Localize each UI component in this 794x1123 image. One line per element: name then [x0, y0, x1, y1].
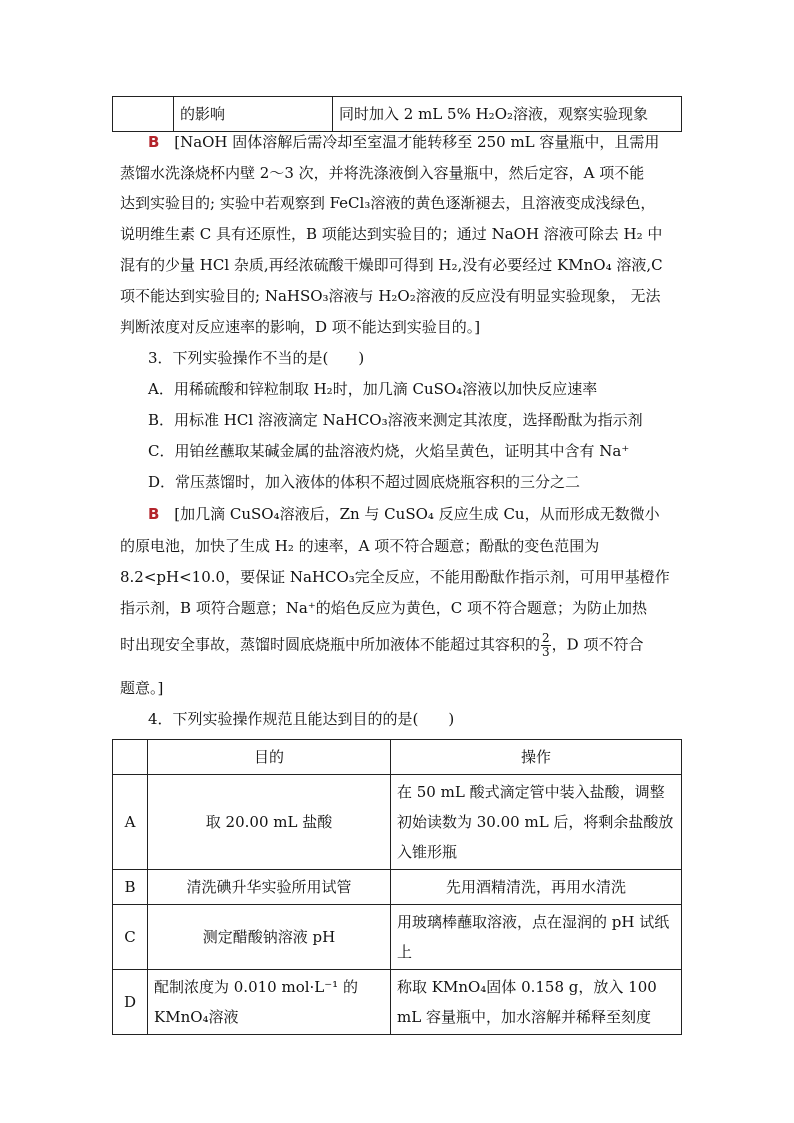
question-stem: 4．下列实验操作规范且能达到目的的是( ) [148, 710, 455, 728]
fraction [541, 632, 551, 659]
operation-cell: 称取 KMnO₄固体 0.158 g，放入 100 mL 容量瓶中，加水溶解并稀释至刻度 [391, 970, 682, 1035]
table-row [113, 970, 682, 1035]
q2-explanation-line: 项不能达到实验目的; NaHSO₃溶液与 H₂O₂溶液的反应没有明显实验现象， 无法 [120, 287, 661, 305]
answer-label: B [148, 133, 160, 151]
q4-table [112, 739, 682, 1035]
goal-cell: 取 20.00 mL 盐酸 [148, 775, 391, 870]
table-cell: 的影响 [174, 97, 333, 132]
header-cell: 操作 [391, 740, 682, 775]
operation-cell: 在 50 mL 酸式滴定管中装入盐酸，调整初始读数为 30.00 mL 后，将剩余盐酸放入锥形瓶 [391, 775, 682, 870]
q3-explanation-line: 8.2<pH<10.0，要保证 NaHCO₃完全反应，不能用酚酞作指示剂，可用甲基橙作 [120, 568, 670, 586]
explanation-text: ，D 项不符合 [551, 635, 644, 654]
q2-explanation-line: 达到实验目的; 实验中若观察到 FeCl₃溶液的黄色逐渐褪去，且溶液变成浅绿色， [120, 194, 656, 212]
row-label: B [113, 870, 148, 905]
table-row [113, 870, 682, 905]
row-label: A [113, 775, 148, 870]
row-label: C [113, 905, 148, 970]
q2-explanation-line [148, 131, 704, 153]
row-label: D [113, 970, 148, 1035]
answer-label: B [148, 505, 160, 523]
goal-cell: 配制浓度为 0.010 mol·L⁻¹ 的 KMnO₄溶液 [148, 970, 391, 1035]
q3-explanation-line [120, 632, 676, 659]
option-c: C．用铂丝蘸取某碱金属的盐溶液灼烧，火焰呈黄色，证明其中含有 Na⁺ [148, 442, 630, 460]
header-cell: 目的 [148, 740, 391, 775]
table-header-row [113, 740, 682, 775]
explanation-text: [NaOH 固体溶解后需冷却至室温才能转移至 250 mL 容量瓶中，且需用 [174, 133, 660, 151]
operation-cell: 用玻璃棒蘸取溶液，点在湿润的 pH 试纸上 [391, 905, 682, 970]
question-stem: 3．下列实验操作不当的是( ) [148, 349, 365, 367]
option-d: D．常压蒸馏时，加入液体的体积不超过圆底烧瓶容积的三分之二 [148, 473, 581, 491]
table-row [113, 97, 682, 132]
operation-cell: 先用酒精清洗，再用水清洗 [391, 870, 682, 905]
q2-explanation-line: 说明维生素 C 具有还原性，B 项能达到实验目的；通过 NaOH 溶液可除去 H₂ 中 [120, 225, 663, 243]
q3-explanation-line: 的原电池，加快了生成 H₂ 的速率，A 项不符合题意；酚酞的变色范围为 [120, 537, 600, 555]
option-b: B．用标准 HCl 溶液滴定 NaHCO₃溶液来测定其浓度，选择酚酞为指示剂 [148, 411, 643, 429]
q3-explanation-line: 题意。] [120, 679, 164, 697]
q3-explanation-line: 指示剂，B 项符合题意；Na⁺的焰色反应为黄色，C 项不符合题意；为防止加热 [120, 599, 648, 617]
explanation-text: [加几滴 CuSO₄溶液后，Zn 与 CuSO₄ 反应生成 Cu，从而形成无数微小 [174, 505, 660, 523]
q3-explanation-line [148, 503, 704, 525]
q2-explanation-line: 混有的少量 HCl 杂质,再经浓硫酸干燥即可得到 H₂,没有必要经过 KMnO₄ 溶液,C [120, 256, 663, 274]
q2-explanation-line: 判断浓度对反应速率的影响，D 项不能达到实验目的。] [120, 318, 481, 336]
goal-cell: 测定醋酸钠溶液 pH [148, 905, 391, 970]
header-cell [113, 740, 148, 775]
table-row [113, 905, 682, 970]
table-cell [113, 97, 174, 132]
goal-cell: 清洗碘升华实验所用试管 [148, 870, 391, 905]
q2-explanation-line: 蒸馏水洗涤烧杯内壁 2～3 次，并将洗涤液倒入容量瓶中，然后定容，A 项不能 [120, 164, 645, 182]
explanation-text: 时出现安全事故，蒸馏时圆底烧瓶中所加液体不能超过其容积的 [120, 635, 541, 654]
option-a: A．用稀硫酸和锌粒制取 H₂时，加几滴 CuSO₄溶液以加快反应速率 [148, 380, 598, 398]
table-cell: 同时加入 2 mL 5% H₂O₂溶液，观察实验现象 [333, 97, 682, 132]
table-row [113, 775, 682, 870]
top-table [112, 96, 682, 132]
fraction-numerator: 2 [542, 631, 550, 645]
fraction-denominator: 3 [542, 645, 550, 659]
